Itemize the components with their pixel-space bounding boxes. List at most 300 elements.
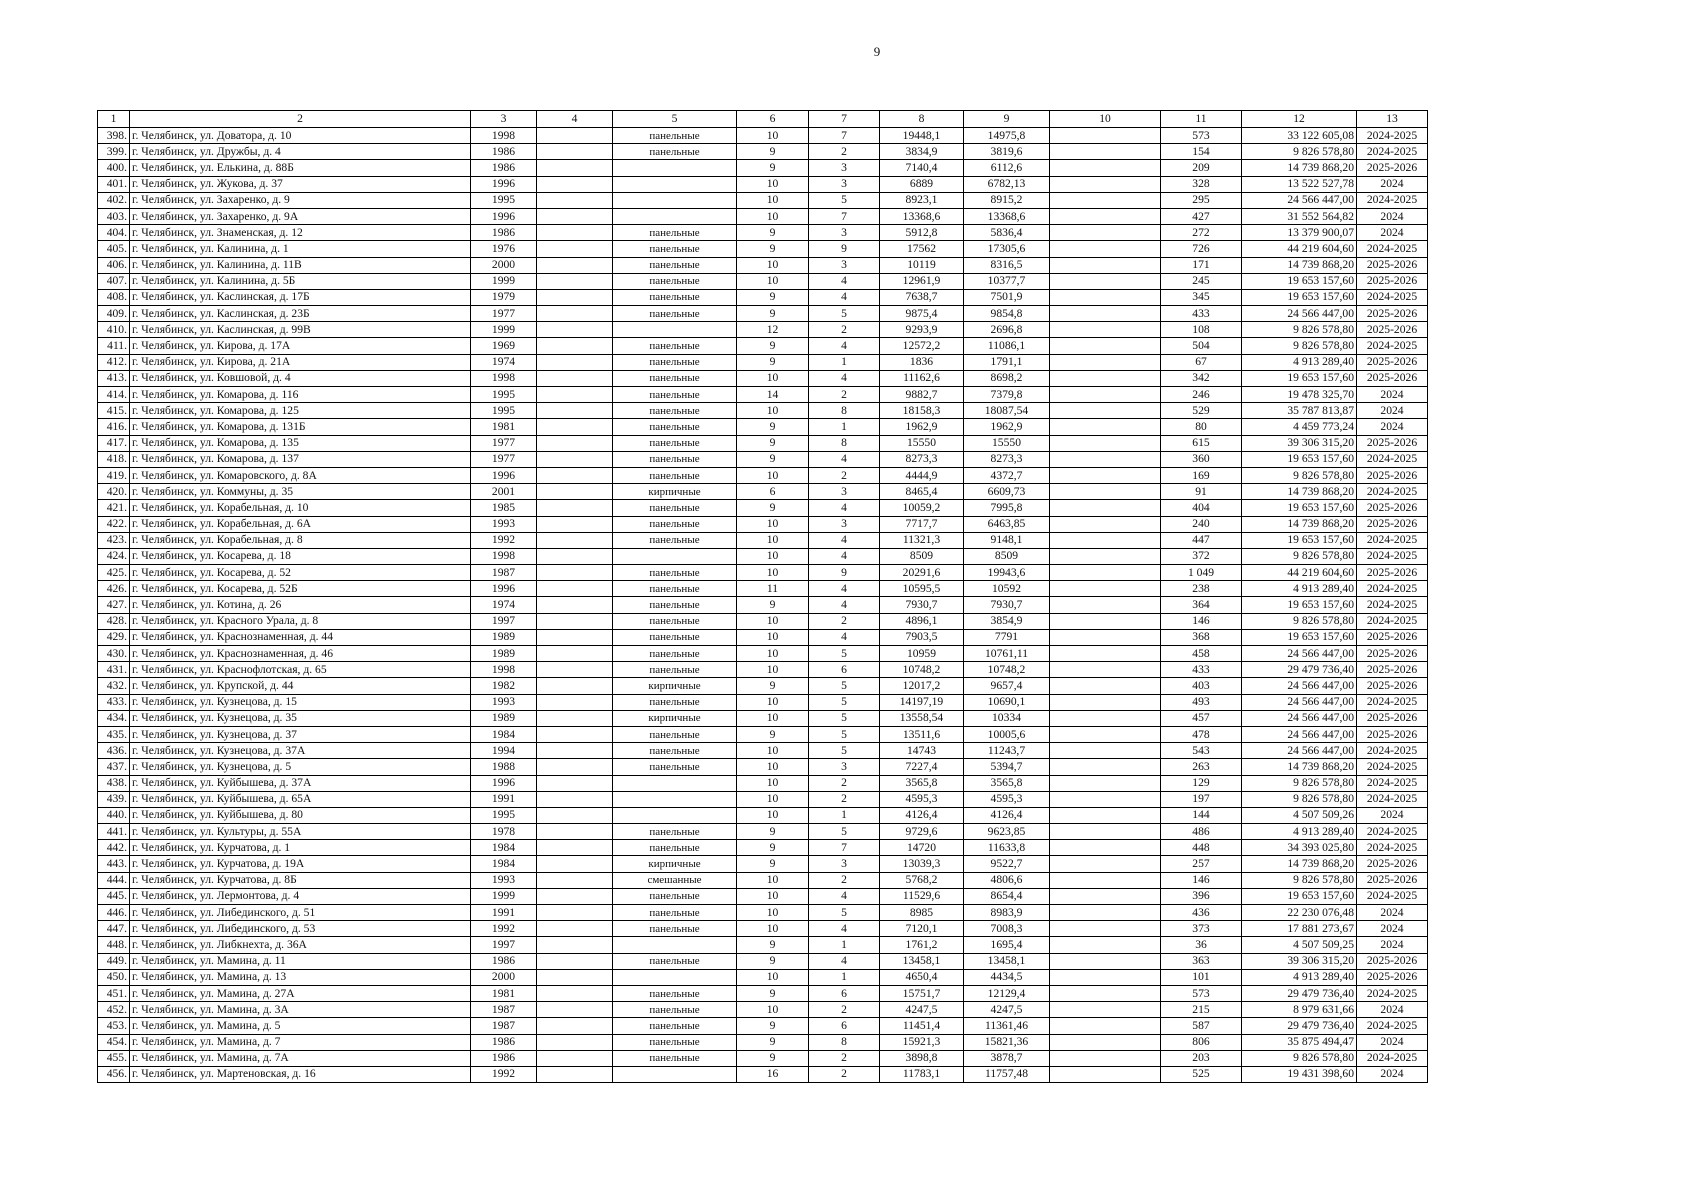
table-row: [98, 1002, 1428, 1018]
header-row: [98, 111, 1428, 128]
cell-living-area: 1695,4: [964, 937, 1050, 953]
cell-row-number: 401.: [98, 176, 130, 192]
cell-total-area: 17562: [880, 241, 964, 257]
cell-residents: 272: [1161, 225, 1242, 241]
cell-col-10: [1050, 144, 1161, 160]
cell-floors: 10: [737, 370, 809, 386]
table-row: [98, 160, 1428, 176]
cell-row-number: 421.: [98, 500, 130, 516]
cell-floors: 10: [737, 646, 809, 662]
header-cell-address: 2: [130, 111, 471, 128]
cell-total-area: 8465,4: [880, 484, 964, 500]
cell-build-year: 1999: [471, 322, 537, 338]
cell-living-area: 4434,5: [964, 969, 1050, 985]
table-row: [98, 548, 1428, 564]
cell-total-area: 11783,1: [880, 1066, 964, 1082]
cell-entrances: 4: [809, 953, 880, 969]
cell-address: г. Челябинск, ул. Куйбышева, д. 37А: [130, 775, 471, 791]
cell-entrances: 1: [809, 419, 880, 435]
cell-address: г. Челябинск, ул. Комаровского, д. 8А: [130, 467, 471, 483]
cell-repair-cost: 35 787 813,87: [1242, 403, 1357, 419]
cell-repair-period: 2025-2026: [1357, 322, 1428, 338]
cell-repair-cost: 19 653 157,60: [1242, 500, 1357, 516]
cell-living-area: 7791: [964, 629, 1050, 645]
cell-address: г. Челябинск, ул. Корабельная, д. 6А: [130, 516, 471, 532]
cell-wall-material: [613, 548, 737, 564]
cell-row-number: 413.: [98, 370, 130, 386]
cell-total-area: 8273,3: [880, 451, 964, 467]
cell-residents: 154: [1161, 144, 1242, 160]
cell-wall-material: [613, 322, 737, 338]
cell-build-year: 1974: [471, 597, 537, 613]
cell-address: г. Челябинск, ул. Комарова, д. 135: [130, 435, 471, 451]
cell-living-area: 6463,85: [964, 516, 1050, 532]
cell-wall-material: панельные: [613, 1034, 737, 1050]
cell-row-number: 445.: [98, 888, 130, 904]
cell-total-area: 15550: [880, 435, 964, 451]
cell-col-10: [1050, 1050, 1161, 1066]
table-row: [98, 969, 1428, 985]
cell-repair-cost: 9 826 578,80: [1242, 775, 1357, 791]
cell-wall-material: панельные: [613, 597, 737, 613]
cell-total-area: 9293,9: [880, 322, 964, 338]
cell-repair-period: 2024-2025: [1357, 128, 1428, 144]
cell-col-10: [1050, 1066, 1161, 1082]
cell-col-4: [537, 532, 613, 548]
cell-repair-cost: 44 219 604,60: [1242, 565, 1357, 581]
cell-build-year: 1986: [471, 144, 537, 160]
cell-wall-material: панельные: [613, 743, 737, 759]
cell-wall-material: панельные: [613, 532, 737, 548]
cell-residents: 543: [1161, 743, 1242, 759]
cell-row-number: 436.: [98, 743, 130, 759]
cell-row-number: 427.: [98, 597, 130, 613]
cell-living-area: 5394,7: [964, 759, 1050, 775]
cell-col-4: [537, 759, 613, 775]
cell-living-area: 10005,6: [964, 726, 1050, 742]
cell-repair-cost: 9 826 578,80: [1242, 791, 1357, 807]
cell-residents: 171: [1161, 257, 1242, 273]
cell-col-4: [537, 208, 613, 224]
cell-living-area: 10748,2: [964, 662, 1050, 678]
cell-wall-material: [613, 791, 737, 807]
cell-build-year: 1984: [471, 840, 537, 856]
cell-total-area: 12017,2: [880, 678, 964, 694]
cell-wall-material: панельные: [613, 613, 737, 629]
cell-row-number: 434.: [98, 710, 130, 726]
cell-col-10: [1050, 581, 1161, 597]
cell-row-number: 416.: [98, 419, 130, 435]
cell-repair-cost: 24 566 447,00: [1242, 694, 1357, 710]
cell-repair-cost: 22 230 076,48: [1242, 905, 1357, 921]
cell-residents: 427: [1161, 208, 1242, 224]
buildings-table: [97, 110, 1428, 1083]
cell-repair-period: 2024-2025: [1357, 759, 1428, 775]
cell-entrances: 4: [809, 370, 880, 386]
cell-wall-material: панельные: [613, 759, 737, 775]
cell-row-number: 412.: [98, 354, 130, 370]
cell-entrances: 1: [809, 969, 880, 985]
cell-wall-material: панельные: [613, 662, 737, 678]
cell-total-area: 10059,2: [880, 500, 964, 516]
table-row: [98, 532, 1428, 548]
cell-residents: 91: [1161, 484, 1242, 500]
cell-floors: 10: [737, 516, 809, 532]
cell-living-area: 1962,9: [964, 419, 1050, 435]
cell-residents: 486: [1161, 824, 1242, 840]
cell-repair-cost: 19 653 157,60: [1242, 451, 1357, 467]
cell-col-4: [537, 694, 613, 710]
cell-entrances: 4: [809, 451, 880, 467]
cell-address: г. Челябинск, ул. Либединского, д. 53: [130, 921, 471, 937]
cell-entrances: 5: [809, 905, 880, 921]
cell-row-number: 414.: [98, 387, 130, 403]
cell-address: г. Челябинск, ул. Крупской, д. 44: [130, 678, 471, 694]
cell-build-year: 1993: [471, 872, 537, 888]
cell-build-year: 1994: [471, 743, 537, 759]
cell-total-area: 11321,3: [880, 532, 964, 548]
cell-build-year: 1981: [471, 985, 537, 1001]
table-row: [98, 484, 1428, 500]
cell-build-year: 1992: [471, 1066, 537, 1082]
header-cell-living-area: 9: [964, 111, 1050, 128]
cell-entrances: 2: [809, 322, 880, 338]
cell-entrances: 4: [809, 597, 880, 613]
cell-address: г. Челябинск, ул. Культуры, д. 55А: [130, 824, 471, 840]
cell-total-area: 10959: [880, 646, 964, 662]
cell-residents: 806: [1161, 1034, 1242, 1050]
cell-entrances: 3: [809, 484, 880, 500]
cell-entrances: 5: [809, 743, 880, 759]
cell-entrances: 2: [809, 144, 880, 160]
header-cell-build-year: 3: [471, 111, 537, 128]
cell-repair-period: 2024-2025: [1357, 241, 1428, 257]
cell-build-year: 1989: [471, 646, 537, 662]
cell-col-10: [1050, 500, 1161, 516]
cell-row-number: 430.: [98, 646, 130, 662]
cell-col-10: [1050, 872, 1161, 888]
cell-build-year: 1991: [471, 791, 537, 807]
cell-entrances: 4: [809, 500, 880, 516]
cell-floors: 10: [737, 403, 809, 419]
cell-total-area: 4595,3: [880, 791, 964, 807]
cell-wall-material: кирпичные: [613, 856, 737, 872]
cell-repair-period: 2025-2026: [1357, 856, 1428, 872]
cell-address: г. Челябинск, ул. Либединского, д. 51: [130, 905, 471, 921]
cell-residents: 478: [1161, 726, 1242, 742]
cell-residents: 448: [1161, 840, 1242, 856]
cell-col-10: [1050, 1002, 1161, 1018]
table-row: [98, 273, 1428, 289]
cell-entrances: 8: [809, 1034, 880, 1050]
cell-repair-cost: 19 653 157,60: [1242, 289, 1357, 305]
cell-entrances: 2: [809, 613, 880, 629]
cell-residents: 447: [1161, 532, 1242, 548]
cell-floors: 9: [737, 985, 809, 1001]
cell-col-4: [537, 387, 613, 403]
cell-address: г. Челябинск, ул. Краснознаменная, д. 44: [130, 629, 471, 645]
cell-repair-period: 2025-2026: [1357, 467, 1428, 483]
cell-col-4: [537, 370, 613, 386]
cell-build-year: 1969: [471, 338, 537, 354]
cell-row-number: 398.: [98, 128, 130, 144]
table-row: [98, 1034, 1428, 1050]
cell-row-number: 452.: [98, 1002, 130, 1018]
cell-wall-material: панельные: [613, 128, 737, 144]
cell-floors: 10: [737, 775, 809, 791]
cell-col-4: [537, 1002, 613, 1018]
cell-repair-cost: 4 507 509,25: [1242, 937, 1357, 953]
cell-col-4: [537, 856, 613, 872]
cell-repair-period: 2025-2026: [1357, 435, 1428, 451]
cell-total-area: 1962,9: [880, 419, 964, 435]
cell-entrances: 2: [809, 872, 880, 888]
table-row: [98, 824, 1428, 840]
cell-repair-cost: 9 826 578,80: [1242, 872, 1357, 888]
cell-address: г. Челябинск, ул. Комарова, д. 131Б: [130, 419, 471, 435]
cell-residents: 573: [1161, 985, 1242, 1001]
table-row: [98, 387, 1428, 403]
cell-build-year: 1996: [471, 581, 537, 597]
cell-build-year: 1992: [471, 921, 537, 937]
cell-address: г. Челябинск, ул. Комарова, д. 116: [130, 387, 471, 403]
cell-repair-cost: 19 653 157,60: [1242, 273, 1357, 289]
table-row: [98, 694, 1428, 710]
cell-col-4: [537, 872, 613, 888]
cell-living-area: 8654,4: [964, 888, 1050, 904]
cell-build-year: 1982: [471, 678, 537, 694]
cell-residents: 345: [1161, 289, 1242, 305]
cell-col-4: [537, 743, 613, 759]
cell-build-year: 1998: [471, 662, 537, 678]
cell-entrances: 3: [809, 516, 880, 532]
cell-col-10: [1050, 694, 1161, 710]
cell-total-area: 20291,6: [880, 565, 964, 581]
cell-residents: 146: [1161, 613, 1242, 629]
cell-address: г. Челябинск, ул. Каслинская, д. 99В: [130, 322, 471, 338]
table-row: [98, 144, 1428, 160]
cell-floors: 9: [737, 289, 809, 305]
cell-floors: 10: [737, 743, 809, 759]
cell-residents: 436: [1161, 905, 1242, 921]
cell-total-area: 12961,9: [880, 273, 964, 289]
cell-col-4: [537, 710, 613, 726]
cell-entrances: 6: [809, 985, 880, 1001]
cell-entrances: 5: [809, 726, 880, 742]
cell-entrances: 4: [809, 273, 880, 289]
cell-living-area: 8915,2: [964, 192, 1050, 208]
cell-entrances: 2: [809, 467, 880, 483]
table-row: [98, 856, 1428, 872]
cell-col-4: [537, 1066, 613, 1082]
cell-repair-cost: 31 552 564,82: [1242, 208, 1357, 224]
cell-entrances: 8: [809, 403, 880, 419]
cell-address: г. Челябинск, ул. Коммуны, д. 35: [130, 484, 471, 500]
cell-living-area: 7995,8: [964, 500, 1050, 516]
cell-residents: 360: [1161, 451, 1242, 467]
cell-residents: 144: [1161, 807, 1242, 823]
cell-living-area: 3878,7: [964, 1050, 1050, 1066]
cell-total-area: 19448,1: [880, 128, 964, 144]
cell-total-area: 8509: [880, 548, 964, 564]
cell-wall-material: панельные: [613, 888, 737, 904]
cell-floors: 10: [737, 905, 809, 921]
cell-wall-material: панельные: [613, 953, 737, 969]
cell-repair-period: 2025-2026: [1357, 662, 1428, 678]
cell-address: г. Челябинск, ул. Куйбышева, д. 65А: [130, 791, 471, 807]
cell-address: г. Челябинск, ул. Калинина, д. 1: [130, 241, 471, 257]
cell-col-10: [1050, 354, 1161, 370]
cell-repair-cost: 24 566 447,00: [1242, 726, 1357, 742]
cell-wall-material: панельные: [613, 289, 737, 305]
cell-repair-period: 2024-2025: [1357, 597, 1428, 613]
cell-entrances: 3: [809, 856, 880, 872]
cell-floors: 10: [737, 759, 809, 775]
cell-build-year: 1998: [471, 370, 537, 386]
cell-col-4: [537, 273, 613, 289]
cell-row-number: 425.: [98, 565, 130, 581]
cell-repair-cost: 9 826 578,80: [1242, 548, 1357, 564]
cell-address: г. Челябинск, ул. Елькина, д. 88Б: [130, 160, 471, 176]
cell-living-area: 4806,6: [964, 872, 1050, 888]
cell-col-4: [537, 597, 613, 613]
cell-repair-period: 2024-2025: [1357, 775, 1428, 791]
cell-living-area: 8983,9: [964, 905, 1050, 921]
cell-residents: 169: [1161, 467, 1242, 483]
cell-col-4: [537, 338, 613, 354]
cell-col-10: [1050, 710, 1161, 726]
cell-total-area: 11529,6: [880, 888, 964, 904]
cell-build-year: 1987: [471, 1018, 537, 1034]
cell-wall-material: панельные: [613, 921, 737, 937]
cell-repair-cost: 4 913 289,40: [1242, 581, 1357, 597]
table-row: [98, 419, 1428, 435]
cell-residents: 295: [1161, 192, 1242, 208]
cell-repair-cost: 19 478 325,70: [1242, 387, 1357, 403]
cell-entrances: 2: [809, 775, 880, 791]
cell-wall-material: панельные: [613, 824, 737, 840]
header-cell-repair-cost: 12: [1242, 111, 1357, 128]
cell-floors: 16: [737, 1066, 809, 1082]
cell-address: г. Челябинск, ул. Комарова, д. 137: [130, 451, 471, 467]
cell-entrances: 5: [809, 694, 880, 710]
cell-entrances: 4: [809, 888, 880, 904]
table-row: [98, 306, 1428, 322]
cell-floors: 9: [737, 1018, 809, 1034]
cell-col-4: [537, 629, 613, 645]
cell-floors: 10: [737, 710, 809, 726]
cell-col-4: [537, 403, 613, 419]
cell-build-year: 1999: [471, 273, 537, 289]
cell-repair-period: 2025-2026: [1357, 354, 1428, 370]
cell-repair-period: 2025-2026: [1357, 500, 1428, 516]
cell-col-4: [537, 128, 613, 144]
cell-floors: 9: [737, 678, 809, 694]
cell-repair-period: 2025-2026: [1357, 516, 1428, 532]
cell-row-number: 438.: [98, 775, 130, 791]
cell-build-year: 1987: [471, 1002, 537, 1018]
cell-total-area: 4896,1: [880, 613, 964, 629]
cell-living-area: 7930,7: [964, 597, 1050, 613]
cell-wall-material: [613, 1066, 737, 1082]
cell-residents: 504: [1161, 338, 1242, 354]
cell-entrances: 7: [809, 208, 880, 224]
cell-address: г. Челябинск, ул. Котина, д. 26: [130, 597, 471, 613]
cell-entrances: 4: [809, 581, 880, 597]
cell-repair-cost: 19 653 157,60: [1242, 532, 1357, 548]
cell-build-year: 1993: [471, 516, 537, 532]
cell-entrances: 5: [809, 710, 880, 726]
cell-row-number: 422.: [98, 516, 130, 532]
cell-total-area: 4247,5: [880, 1002, 964, 1018]
cell-address: г. Челябинск, ул. Кирова, д. 17А: [130, 338, 471, 354]
cell-residents: 257: [1161, 856, 1242, 872]
cell-build-year: 1999: [471, 888, 537, 904]
cell-total-area: 7930,7: [880, 597, 964, 613]
cell-wall-material: кирпичные: [613, 678, 737, 694]
cell-entrances: 5: [809, 678, 880, 694]
header-cell-wall-material: 5: [613, 111, 737, 128]
cell-living-area: 8316,5: [964, 257, 1050, 273]
cell-repair-period: 2024-2025: [1357, 613, 1428, 629]
cell-row-number: 418.: [98, 451, 130, 467]
cell-col-4: [537, 807, 613, 823]
cell-address: г. Челябинск, ул. Жукова, д. 37: [130, 176, 471, 192]
cell-col-10: [1050, 662, 1161, 678]
cell-entrances: 4: [809, 289, 880, 305]
cell-floors: 9: [737, 856, 809, 872]
cell-repair-cost: 24 566 447,00: [1242, 678, 1357, 694]
cell-floors: 10: [737, 791, 809, 807]
cell-wall-material: смешанные: [613, 872, 737, 888]
cell-floors: 9: [737, 1050, 809, 1066]
cell-residents: 457: [1161, 710, 1242, 726]
cell-col-4: [537, 985, 613, 1001]
cell-build-year: 1986: [471, 953, 537, 969]
cell-address: г. Челябинск, ул. Мамина, д. 11: [130, 953, 471, 969]
cell-wall-material: панельные: [613, 985, 737, 1001]
cell-row-number: 441.: [98, 824, 130, 840]
cell-repair-period: 2025-2026: [1357, 710, 1428, 726]
cell-entrances: 3: [809, 257, 880, 273]
cell-row-number: 431.: [98, 662, 130, 678]
cell-repair-cost: 4 913 289,40: [1242, 354, 1357, 370]
cell-wall-material: панельные: [613, 694, 737, 710]
cell-col-10: [1050, 613, 1161, 629]
cell-entrances: 4: [809, 532, 880, 548]
cell-wall-material: панельные: [613, 387, 737, 403]
cell-row-number: 433.: [98, 694, 130, 710]
page-number: 9: [873, 44, 881, 59]
table-row: [98, 872, 1428, 888]
cell-col-10: [1050, 548, 1161, 564]
cell-total-area: 10595,5: [880, 581, 964, 597]
cell-living-area: 9522,7: [964, 856, 1050, 872]
cell-residents: 197: [1161, 791, 1242, 807]
cell-living-area: 13368,6: [964, 208, 1050, 224]
cell-living-area: 8273,3: [964, 451, 1050, 467]
header-cell-col-10: 10: [1050, 111, 1161, 128]
cell-repair-cost: 9 826 578,80: [1242, 338, 1357, 354]
cell-living-area: 10334: [964, 710, 1050, 726]
cell-row-number: 442.: [98, 840, 130, 856]
cell-entrances: 2: [809, 1066, 880, 1082]
cell-col-4: [537, 921, 613, 937]
cell-entrances: 2: [809, 1050, 880, 1066]
cell-repair-cost: 9 826 578,80: [1242, 613, 1357, 629]
cell-floors: 9: [737, 840, 809, 856]
cell-wall-material: панельные: [613, 905, 737, 921]
